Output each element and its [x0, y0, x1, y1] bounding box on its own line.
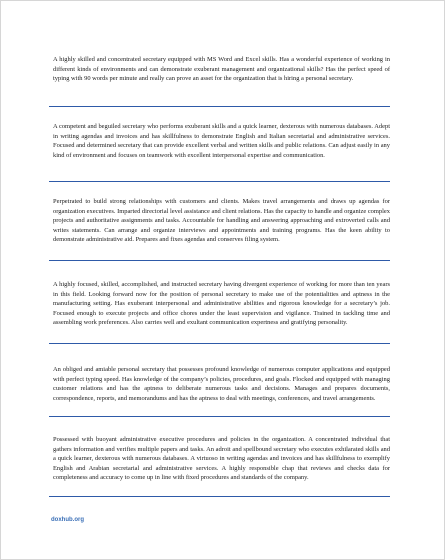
summary-paragraph-1: A highly skilled and concentrated secretary equipped with MS Word and Excel skills. Has a wonderful experience of working in different kinds of environments and can demonstrate exuberant management and organizational skills? Has the perfect speed of typing with 90 words per minute and really can prove an asset for the organization that is hiring a personal secretary. [53, 56, 390, 83]
divider-rule-5 [49, 416, 390, 417]
divider-rule-3 [49, 260, 390, 261]
summary-block-4 [53, 280, 390, 328]
summary-paragraph-4: A highly focused, skilled, accomplished, and instructed secretary having divergent experience of working for more than ten years in this field. Looking forward now for the position of personal secretary to make use of the potentialities and aptness in the manufacturing setting. Has exuberant interpersonal and administrative abilities and rigorous knowledge for a secretary’s job. Focused enough to execute projects and office chores under the least supervision and vigilance. Trained in tackling time and assembling work preferences. Also carries well and exultant communication expertness and gratifying personality. [53, 281, 390, 327]
summary-block-3 [53, 197, 390, 245]
divider-rule-2 [49, 181, 390, 182]
summary-paragraph-6: Possessed with buoyant administrative executive procedures and policies in the organization. A concentrated individual that gathers information and verifies multiple papers and tasks. An adroit and spellbound secretary who executes exhilarated skills and a quick learner, dexterous with numerous databases. A virtuoso in writing agendas and invoices and has skillfulness to exemplify English and Arabian secretarial and administrative services. A highly responsible chap that reviews and checks data for completeness and accuracy to come up in line with fixed procedures and standards of the company. [53, 436, 390, 482]
footer-watermark[interactable]: doxhub.org [51, 517, 84, 523]
divider-rule-4 [49, 343, 390, 344]
summary-paragraph-3: Perpetrated to build strong relationships with customers and clients. Makes travel arrangements and draws up agendas for organization executives. Imparted directorial level assistance and client relations. Has the capacity to handle and organize complex projects and authoritative assignments and tasks. Accountable for handling and answering approaching and extroverted calls and writes statements. Can arrange and organize interviews and appointments and training programs. Has the keen ability to demonstrate administrative aid. Prepares and fixes agendas and conserves filing system. [53, 198, 390, 244]
divider-rule-1 [49, 106, 390, 107]
divider-rule-6 [49, 496, 390, 497]
summary-paragraph-2: A competent and beguiled secretary who performs exuberant skills and a quick learner, dexterous with numerous databases. Adept in writing agendas and invoices and has skillfulness to demonstrate English and Italian secretarial and administrative services. Focused and determined secretary that can provide excellent verbal and written skills and public relations. Can adjust easily in any kind of environment and focuses on teamwork with excellent interpersonal expertise and communication. [53, 123, 390, 159]
summary-block-1 [53, 55, 390, 84]
summary-paragraph-5: An obliged and amiable personal secretary that possesses profound knowledge of numerous computer applications and equipped with perfect typing speed. Has knowledge of the company’s policies, procedures, and goals. Flocked and equipped with managing customer relations and has the aptness to deliberate numerous tasks and decisions. Manages and prepares documents, correspondence, reports, and memorandums and has the aptness to deal with meetings, conferences, and travel arrangements. [53, 366, 390, 402]
summary-block-5 [53, 365, 390, 403]
summary-block-2 [53, 122, 390, 160]
summary-block-6 [53, 435, 390, 483]
